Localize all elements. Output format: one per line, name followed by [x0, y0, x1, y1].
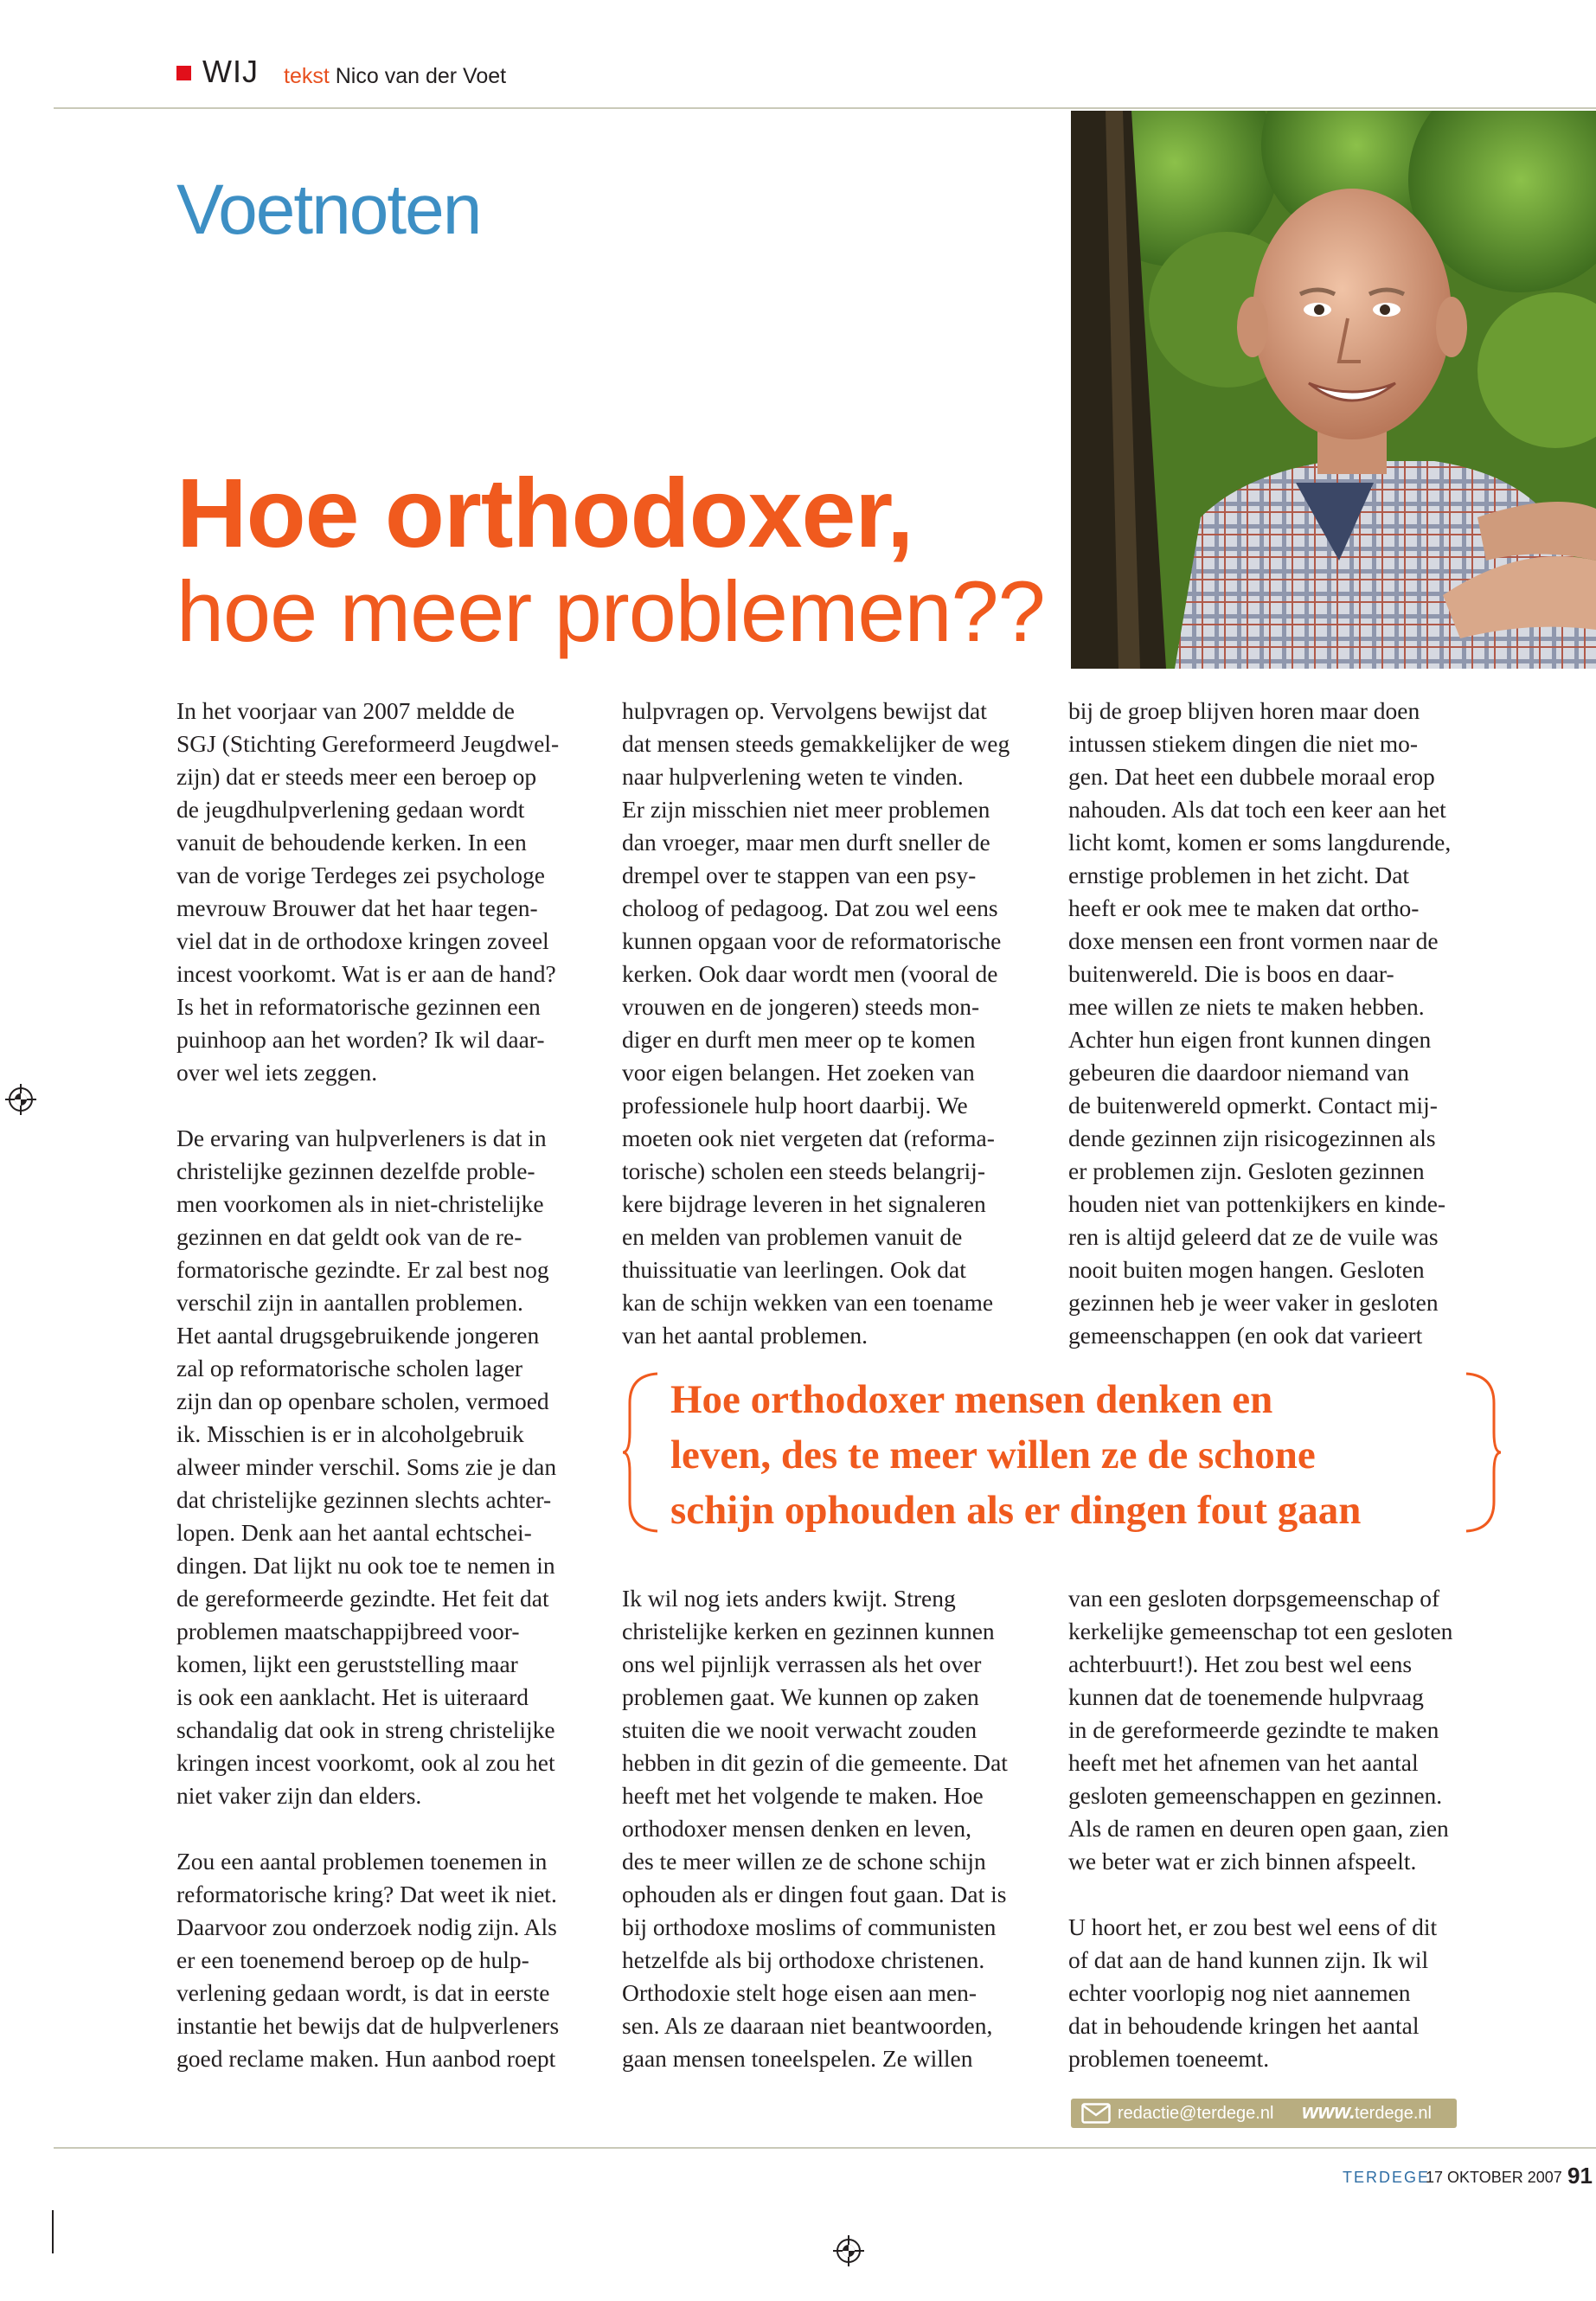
body-text-line: Als de ramen en deuren open gaan, zien	[1068, 1815, 1449, 1842]
body-text-line: niet vaker zijn dan elders.	[176, 1782, 422, 1809]
body-text-line: licht komt, komen er soms langdurende,	[1068, 829, 1452, 856]
body-text-line: achterbuurt!). Het zou best wel eens	[1068, 1650, 1413, 1677]
registration-mark-icon	[831, 2234, 866, 2268]
body-text-line: moeten ook niet vergeten dat (reforma-	[622, 1125, 995, 1151]
body-text-line: sen. Als ze daaraan niet beantwoorden,	[622, 2012, 993, 2039]
body-text-line: formatorische gezindte. Er zal best nog	[176, 1256, 549, 1283]
email-link[interactable]: redactie@terdege.nl	[1118, 2104, 1274, 2123]
body-text-line: alweer minder verschil. Soms zie je dan	[176, 1453, 557, 1480]
body-text-line: nooit buiten mogen hangen. Gesloten	[1068, 1256, 1425, 1283]
headline: Hoe orthodoxer,	[176, 458, 913, 567]
top-divider	[54, 107, 1596, 109]
body-column-3-lower	[1068, 1582, 1452, 2075]
body-text-line: thuissituatie van leerlingen. Ook dat	[622, 1256, 966, 1283]
body-text-line: we beter wat er zich binnen afspeelt.	[1068, 1848, 1417, 1875]
body-text-line: zijn dan op openbare scholen, vermoed	[176, 1388, 549, 1414]
body-text-line: heeft met het volgende te maken. Hoe	[622, 1782, 984, 1809]
body-text-line: de buitenwereld opmerkt. Contact mij-	[1068, 1092, 1438, 1118]
body-text-line: van een gesloten dorpsgemeenschap of	[1068, 1585, 1440, 1612]
portrait-photo	[1071, 111, 1596, 669]
body-text-line: problemen toeneemt.	[1068, 2045, 1270, 2072]
body-text-line: kunnen opgaan voor de reformatorische	[622, 927, 1002, 954]
body-column-2-lower	[622, 1582, 1008, 2075]
body-text-line: orthodoxer mensen denken en leven,	[622, 1815, 971, 1842]
body-text-line: men voorkomen als in niet-christelijke	[176, 1190, 544, 1217]
body-text-line: lopen. Denk aan het aantal echtschei-	[176, 1519, 532, 1546]
body-text-line: Er zijn misschien niet meer problemen	[622, 796, 990, 823]
body-text-line: ons wel pijnlijk verrassen als het over	[622, 1650, 982, 1677]
body-text-line: en melden van problemen vanuit de	[622, 1223, 963, 1250]
body-text-line: kan de schijn wekken van een toename	[622, 1289, 994, 1316]
body-text-line: reformatorische kring? Dat weet ik niet.	[176, 1881, 557, 1907]
body-text-line: er problemen zijn. Gesloten gezinnen	[1068, 1157, 1425, 1184]
body-text-line: torische) scholen een steeds belangrij-	[622, 1157, 985, 1184]
body-text-line: vrouwen en de jongeren) steeds mon-	[622, 993, 980, 1020]
issue-date: 17 OKTOBER 2007	[1426, 2169, 1562, 2186]
portrait-illustration	[1071, 111, 1596, 669]
body-text-line: komen, lijkt een geruststelling maar	[176, 1650, 518, 1677]
body-text-line: goed reclame maken. Hun aanbod roept	[176, 2045, 556, 2072]
body-text-line	[176, 1089, 559, 1122]
body-text-line: ophouden als er dingen fout gaan. Dat is	[622, 1881, 1007, 1907]
body-text-line: bij orthodoxe moslims of communisten	[622, 1913, 997, 1940]
body-text-line: Achter hun eigen front kunnen dingen	[1068, 1026, 1432, 1053]
body-text-line: Het aantal drugsgebruikende jongeren	[176, 1322, 540, 1349]
pull-quote-line: Hoe orthodoxer mensen denken en	[670, 1377, 1273, 1422]
body-text-line: gesloten gemeenschappen en gezinnen.	[1068, 1782, 1443, 1809]
body-text-line: over wel iets zeggen.	[176, 1059, 378, 1086]
body-column-3	[1068, 695, 1451, 1352]
body-text-line: verschil zijn in aantallen problemen.	[176, 1289, 523, 1316]
body-text-line: zijn) dat er steeds meer een beroep op	[176, 763, 537, 790]
crop-mark	[52, 2210, 54, 2253]
pull-quote-line: leven, des te meer willen ze de schone	[670, 1433, 1316, 1477]
www-prefix: www.	[1302, 2100, 1356, 2124]
body-text-line: hulpvragen op. Vervolgens bewijst dat	[622, 697, 987, 724]
body-text-line: kunnen dat de toenemende hulpvraag	[1068, 1683, 1424, 1710]
body-text-line: diger en durft men meer op te komen	[622, 1026, 976, 1053]
body-text-line: houden niet van pottenkijkers en kinde-	[1068, 1190, 1446, 1217]
body-text-line: heeft er ook mee te maken dat ortho-	[1068, 894, 1420, 921]
website-link[interactable]: terdege.nl	[1355, 2104, 1432, 2123]
body-text-line: ren is altijd geleerd dat ze de vuile was	[1068, 1223, 1439, 1250]
body-text-line	[1068, 1878, 1452, 1911]
body-text-line: gebeuren die daardoor niemand van	[1068, 1059, 1409, 1086]
body-text-line: Ik wil nog iets anders kwijt. Streng	[622, 1585, 956, 1612]
body-text-line: dat christelijke gezinnen slechts achter-	[176, 1486, 552, 1513]
section-label: WIJ	[202, 54, 259, 89]
body-text-line: problemen maatschappijbreed voor-	[176, 1618, 520, 1644]
body-text-line: kere bijdrage leveren in het signaleren	[622, 1190, 986, 1217]
body-text-line: buitenwereld. Die is boos en daar-	[1068, 960, 1394, 987]
bottom-divider	[54, 2147, 1596, 2149]
body-text-line: doxe mensen een front vormen naar de	[1068, 927, 1439, 954]
body-text-line: kerkelijke gemeenschap tot een gesloten	[1068, 1618, 1453, 1644]
body-text-line: Zou een aantal problemen toenemen in	[176, 1848, 548, 1875]
body-text-line: van het aantal problemen.	[622, 1322, 869, 1349]
body-text-line: stuiten die we nooit verwacht zouden	[622, 1716, 977, 1743]
body-text-line: dat mensen steeds gemakkelijker de weg	[622, 730, 1010, 757]
body-text-line: SGJ (Stichting Gereformeerd Jeugdwel-	[176, 730, 560, 757]
body-text-line: is ook een aanklacht. Het is uiteraard	[176, 1683, 529, 1710]
body-text-line: gaan mensen toneelspelen. Ze willen	[622, 2045, 973, 2072]
body-text-line: schandalig dat ook in streng christelijke	[176, 1716, 555, 1743]
body-text-line: intussen stiekem dingen die niet mo-	[1068, 730, 1419, 757]
body-text-line: dat in behoudende kringen het aantal	[1068, 2012, 1420, 2039]
envelope-icon	[1081, 2103, 1111, 2124]
body-text-line: professionele hulp hoort daarbij. We	[622, 1092, 968, 1118]
byline	[284, 64, 506, 89]
body-text-line: echter voorlopig nog niet aannemen	[1068, 1979, 1411, 2006]
body-text-line: christelijke kerken en gezinnen kunnen	[622, 1618, 995, 1644]
body-text-line: van de vorige Terdeges zei psychologe	[176, 862, 545, 888]
body-text-line: hetzelfde als bij orthodoxe christenen.	[622, 1946, 985, 1973]
body-text-line: instantie het bewijs dat de hulpverleners	[176, 2012, 560, 2039]
body-text-line: mee willen ze niets te maken hebben.	[1068, 993, 1425, 1020]
pull-quote-line: schijn ophouden als er dingen fout gaan	[670, 1488, 1362, 1533]
body-text-line: U hoort het, er zou best wel eens of dit	[1068, 1913, 1438, 1940]
body-text-line: gen. Dat heet een dubbele moraal erop	[1068, 763, 1435, 790]
body-text-line: gemeenschappen (en ook dat varieert	[1068, 1322, 1423, 1349]
body-text-line: er een toenemend beroep op de hulp-	[176, 1946, 529, 1973]
body-text-line: naar hulpverlening weten te vinden.	[622, 763, 964, 790]
body-text-line	[176, 1812, 559, 1845]
column-title: Voetnoten	[176, 170, 481, 249]
body-text-line: gezinnen heb je weer vaker in gesloten	[1068, 1289, 1439, 1316]
body-text-line: Orthodoxie stelt hoge eisen aan men-	[622, 1979, 977, 2006]
body-text-line: bij de groep blijven horen maar doen	[1068, 697, 1420, 724]
body-text-line: incest voorkomt. Wat is er aan de hand?	[176, 960, 556, 987]
body-text-line: De ervaring van hulpverleners is dat in	[176, 1125, 547, 1151]
magazine-name: TERDEGE	[1343, 2169, 1431, 2186]
body-text-line: In het voorjaar van 2007 meldde de	[176, 697, 515, 724]
body-text-line: de gereformeerde gezindte. Het feit dat	[176, 1585, 549, 1612]
subheadline: hoe meer problemen??	[176, 563, 1045, 659]
body-text-line: heeft met het afnemen van het aantal	[1068, 1749, 1419, 1776]
body-text-line: Daarvoor zou onderzoek nodig zijn. Als	[176, 1913, 557, 1940]
body-text-line: viel dat in de orthodoxe kringen zoveel	[176, 927, 549, 954]
body-column-2	[622, 695, 1010, 1352]
body-text-line: choloog of pedagoog. Dat zou wel eens	[622, 894, 998, 921]
body-text-line: puinhoop aan het worden? Ik wil daar-	[176, 1026, 545, 1053]
pull-quote-text	[670, 1372, 1361, 1538]
body-text-line: hebben in dit gezin of die gemeente. Dat	[622, 1749, 1008, 1776]
body-text-line: gezinnen en dat geldt ook van de re-	[176, 1223, 522, 1250]
author-name: Nico van der Voet	[335, 64, 507, 88]
body-column-1	[176, 695, 559, 2075]
body-text-line: nahouden. Als dat toch een keer aan het	[1068, 796, 1446, 823]
body-text-line: christelijke gezinnen dezelfde proble-	[176, 1157, 535, 1184]
body-text-line: dan vroeger, maar men durft sneller de	[622, 829, 990, 856]
page-number: 91	[1567, 2163, 1593, 2189]
body-text-line: kerken. Ook daar wordt men (vooral de	[622, 960, 998, 987]
body-text-line: of dat aan de hand kunnen zijn. Ik wil	[1068, 1946, 1429, 1973]
section-marker	[176, 66, 191, 80]
body-text-line: dende gezinnen zijn risicogezinnen als	[1068, 1125, 1436, 1151]
body-text-line: de jeugdhulpverlening gedaan wordt	[176, 796, 525, 823]
body-text-line: verlening gedaan wordt, is dat in eerste	[176, 1979, 550, 2006]
body-text-line: problemen gaat. We kunnen op zaken	[622, 1683, 979, 1710]
body-text-line: des te meer willen ze de schone schijn	[622, 1848, 986, 1875]
body-text-line: voor eigen belangen. Het zoeken van	[622, 1059, 975, 1086]
body-text-line: ik. Misschien is er in alcoholgebruik	[176, 1420, 524, 1447]
body-text-line: Is het in reformatorische gezinnen een	[176, 993, 541, 1020]
body-text-line: mevrouw Brouwer dat het haar tegen-	[176, 894, 538, 921]
body-text-line: vanuit de behoudende kerken. In een	[176, 829, 527, 856]
body-text-line: drempel over te stappen van een psy-	[622, 862, 977, 888]
body-text-line: zal op reformatorische scholen lager	[176, 1355, 523, 1381]
byline-prefix: tekst	[284, 64, 330, 88]
registration-mark-icon	[3, 1082, 38, 1117]
body-text-line: in de gereformeerde gezindte te maken	[1068, 1716, 1439, 1743]
body-text-line: kringen incest voorkomt, ook al zou het	[176, 1749, 555, 1776]
body-text-line: ernstige problemen in het zicht. Dat	[1068, 862, 1410, 888]
body-text-line: dingen. Dat lijkt nu ook toe te nemen in	[176, 1552, 555, 1579]
